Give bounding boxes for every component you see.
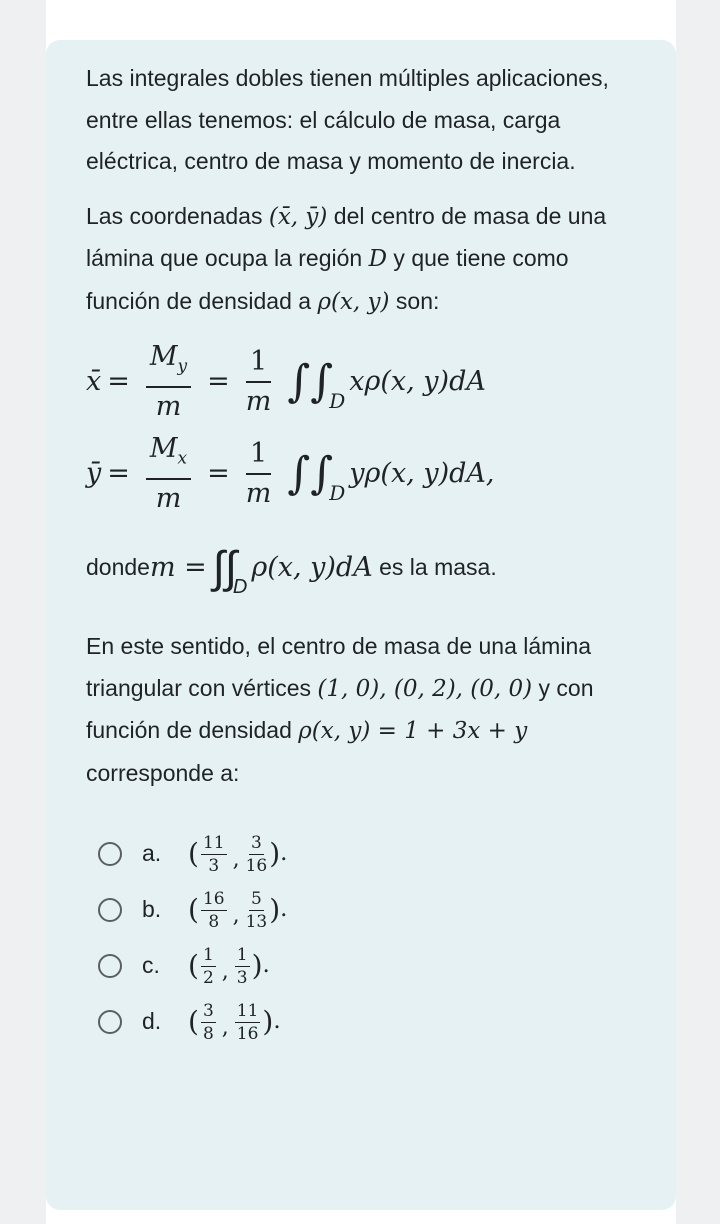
option-value: ( 1 2 , 1 3 ) . (188, 944, 270, 988)
question-content (86, 58, 646, 1050)
answer-options (86, 826, 646, 1050)
option-a[interactable]: a. ( 11 3 , 3 16 ) . (86, 826, 646, 882)
option-d[interactable]: d. ( 3 8 , 11 16 ) . (86, 994, 646, 1050)
double-integral-sign: ∫∫ (287, 356, 334, 408)
option-value: ( 3 8 , 11 16 ) . (188, 1000, 281, 1044)
mass-definition: donde m = ∫∫ D ρ(x, y)dA es la masa. (86, 543, 497, 599)
double-integral-sign: ∫∫ (287, 448, 334, 500)
right-margin (676, 0, 720, 1224)
double-integral-sign: ∫∫ (212, 543, 237, 593)
centroid-symbol: (x̄, ȳ) (268, 203, 328, 230)
radio-button[interactable] (98, 954, 122, 978)
left-margin (0, 0, 46, 1224)
equation-x-bar: x̄ = $\frac{M_y}{m}$ = $\frac{1}{m}$ ∫∫ D xρ(x, y)dA (86, 341, 486, 422)
option-b[interactable]: b. ( 16 8 , 5 13 ) . (86, 882, 646, 938)
equation-y-bar: ȳ = $\frac{M_x}{m}$ = $\frac{1}{m}$ ∫∫ D yρ(x, y)dA, (86, 433, 495, 514)
problem-statement: En este sentido, el centro de masa de una lámina triangular con vértices (1, 0), (0, 2), (0, 0) y con función de densidad ρ(x, y) = 1 + 3x + y corresponde a: (86, 633, 594, 786)
radio-button[interactable] (98, 1010, 122, 1034)
option-value: ( 16 8 , 5 13 ) . (188, 888, 288, 932)
option-value: ( 11 3 , 3 16 ) . (188, 832, 288, 876)
vertices: (1, 0), (0, 2), (0, 0) (317, 675, 533, 702)
intro-paragraph: Las integrales dobles tienen múltiples aplicaciones, entre ellas tenemos: el cálculo de masa, carga eléctrica, centro de masa y momento de inercia. (86, 65, 609, 174)
coordinates-paragraph: Las coordenadas (x̄, ȳ) del centro de masa de una lámina que ocupa la región D y que tiene como función de densidad a ρ(x, y) son: (86, 202, 607, 315)
density-function: ρ(x, y) = 1 + 3x + y (298, 718, 528, 744)
radio-button[interactable] (98, 842, 122, 866)
radio-button[interactable] (98, 898, 122, 922)
option-c[interactable]: c. ( 1 2 , 1 3 ) . (86, 938, 646, 994)
